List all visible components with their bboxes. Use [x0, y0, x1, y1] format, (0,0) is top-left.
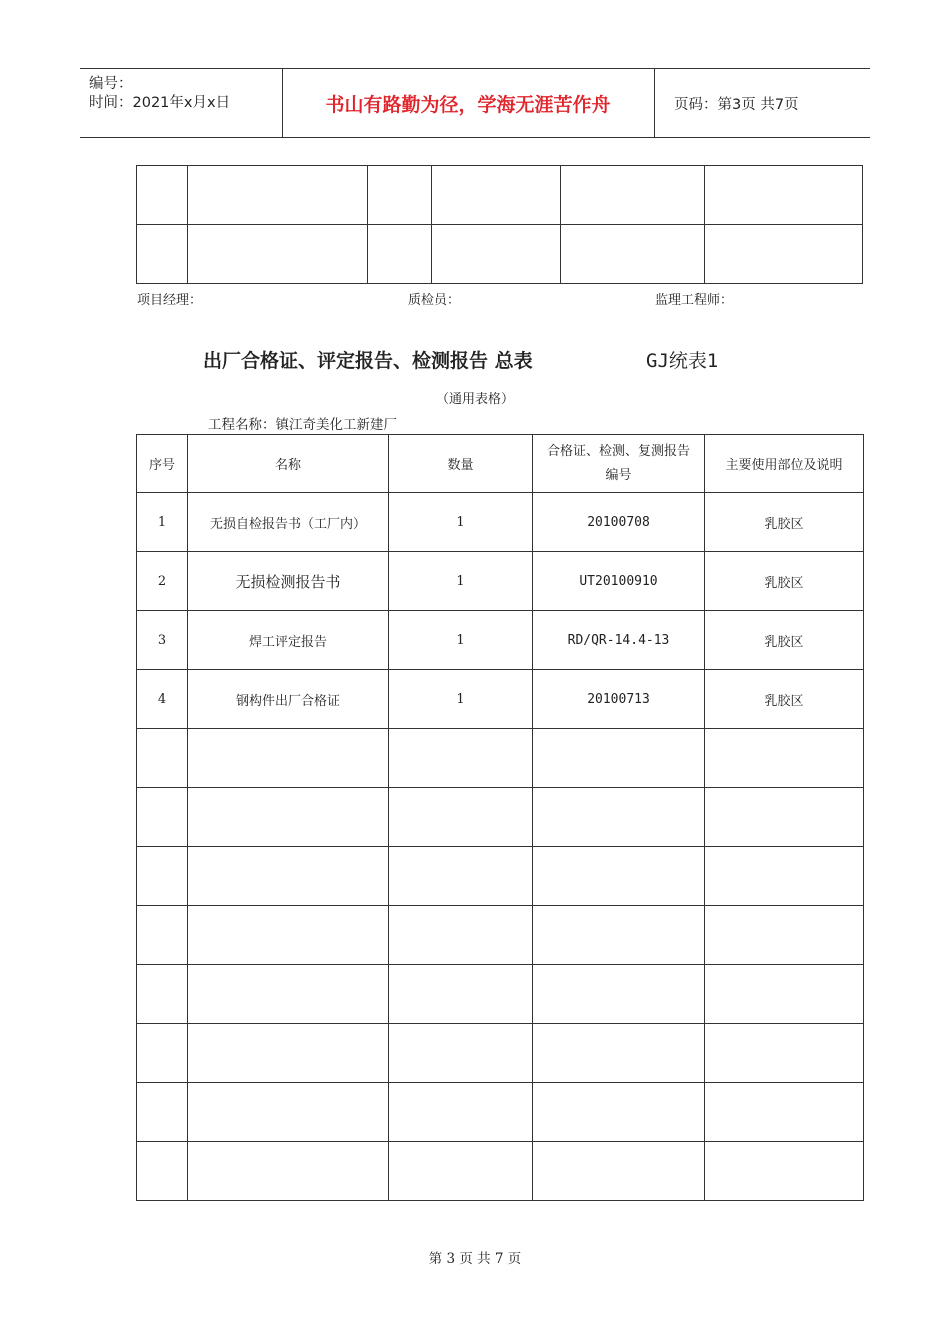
time-label: 时间：2021年x月x日	[89, 95, 231, 111]
table-row	[137, 611, 864, 670]
table-row	[137, 847, 864, 906]
form-title: 出厂合格证、评定报告、检测报告 总表	[203, 350, 533, 372]
table-row	[137, 670, 864, 729]
cell-code: 20100713	[533, 670, 705, 729]
cell-use: 乳胶区	[705, 611, 864, 670]
cell-name: 无损检测报告书	[188, 552, 389, 611]
summary-table	[136, 434, 864, 1201]
header-use: 主要使用部位及说明	[705, 435, 864, 493]
form-subtitle: （通用表格）	[435, 392, 514, 407]
project-name: 工程名称：镇江奇美化工新建厂	[208, 417, 397, 433]
table-row	[137, 965, 864, 1024]
table-row	[137, 493, 864, 552]
cell-use: 乳胶区	[705, 670, 864, 729]
table-row	[137, 552, 864, 611]
cell-name: 焊工评定报告	[188, 611, 389, 670]
table-header-row	[137, 435, 864, 493]
table-row	[137, 1142, 864, 1201]
page-header	[80, 68, 870, 138]
manager-signature: 项目经理：	[137, 293, 203, 308]
cell-code: 20100708	[533, 493, 705, 552]
table-row	[137, 166, 863, 225]
table-row	[137, 788, 864, 847]
cell-no: 2	[137, 552, 188, 611]
header-meta	[80, 69, 283, 137]
table-row	[137, 1083, 864, 1142]
number-label: 编号：	[89, 76, 133, 92]
table-row	[137, 906, 864, 965]
supervisor-signature: 监理工程师：	[655, 293, 734, 308]
cell-qty: 1	[389, 670, 533, 729]
cell-name: 无损自检报告书（工厂内）	[188, 493, 389, 552]
table-row	[137, 225, 863, 284]
cell-use: 乳胶区	[705, 493, 864, 552]
continued-table	[136, 165, 863, 284]
table-row	[137, 1024, 864, 1083]
table-row	[137, 729, 864, 788]
page-label: 页码：第3页 共7页	[674, 96, 799, 113]
cell-no: 1	[137, 493, 188, 552]
cell-qty: 1	[389, 552, 533, 611]
cell-no: 3	[137, 611, 188, 670]
cell-qty: 1	[389, 611, 533, 670]
header-no: 序号	[137, 435, 188, 493]
cell-qty: 1	[389, 493, 533, 552]
header-qty: 数量	[389, 435, 533, 493]
cell-name: 钢构件出厂合格证	[188, 670, 389, 729]
form-code: GJ统表1	[646, 350, 719, 372]
cell-use: 乳胶区	[705, 552, 864, 611]
header-name: 名称	[188, 435, 389, 493]
page-indicator	[664, 69, 870, 137]
header-code: 合格证、检测、复测报告编号	[533, 435, 705, 493]
cell-no: 4	[137, 670, 188, 729]
motto: 书山有路勤为径，学海无涯苦作舟	[282, 69, 655, 137]
cell-code: UT20100910	[533, 552, 705, 611]
inspector-signature: 质检员：	[408, 293, 461, 308]
page-footer: 第 3 页 共 7 页	[428, 1251, 522, 1267]
cell-code: RD/QR-14.4-13	[533, 611, 705, 670]
